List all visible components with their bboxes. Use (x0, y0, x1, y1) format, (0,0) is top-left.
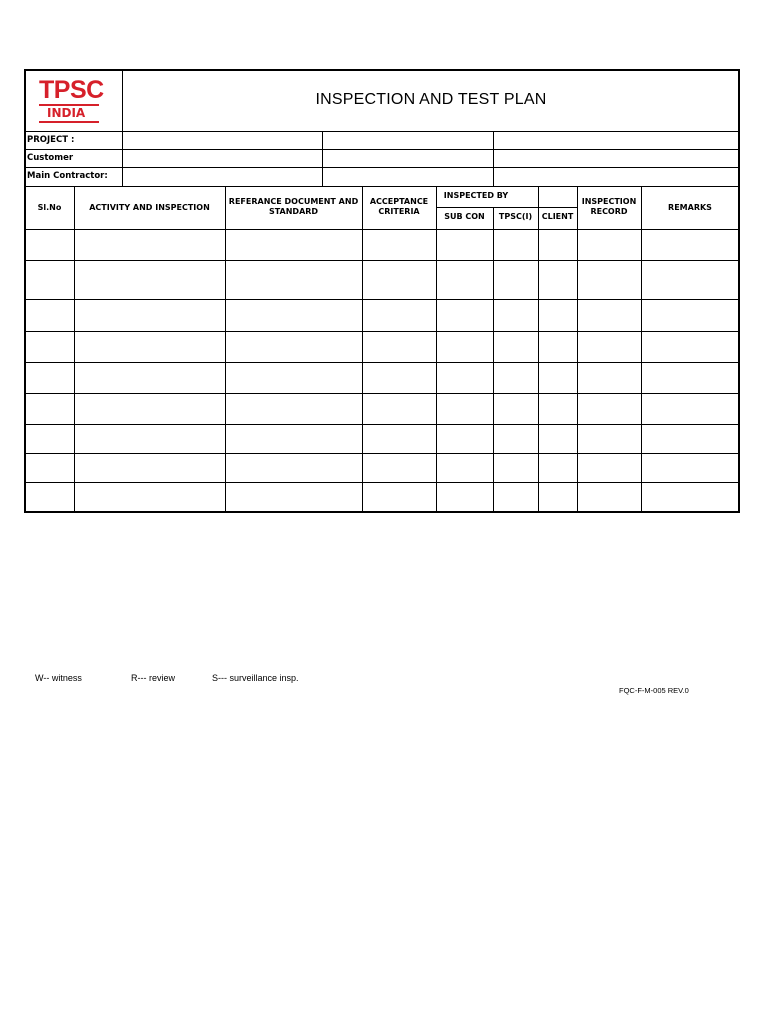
legend-surveillance: S--- surveillance insp. (212, 673, 299, 683)
main-contractor-label: Main Contractor: (27, 171, 108, 181)
customer-label: Customer (27, 153, 74, 163)
col-line-1 (74, 187, 75, 512)
hline-info-2 (25, 167, 739, 168)
hline-title-bottom (25, 131, 739, 132)
col-header-record-2: RECORD (590, 207, 628, 216)
row-line (25, 393, 739, 394)
hline-info-1 (25, 149, 739, 150)
row-line (25, 424, 739, 425)
border-bottom (24, 511, 740, 513)
hline-info-3 (25, 186, 739, 187)
company-logo-subtext: INDIA (47, 106, 86, 120)
logo-title-divider (122, 70, 123, 187)
legend-review: R--- review (131, 673, 175, 683)
row-line (25, 299, 739, 300)
col-header-sub-con: SUB CON (444, 212, 485, 221)
col-line-7 (577, 187, 578, 512)
col-line-5 (493, 207, 494, 512)
col-header-sl-no: Sl.No (37, 203, 62, 212)
document-number: FQC-F-M-005 REV.0 (619, 686, 689, 695)
col-header-remarks: REMARKS (668, 203, 712, 212)
col-header-reference-1: REFERANCE DOCUMENT AND (228, 197, 359, 206)
col-line-2 (225, 187, 226, 512)
row-line (25, 331, 739, 332)
logo-underline (39, 121, 99, 123)
legend-witness: W-- witness (35, 673, 82, 683)
col-header-record-1: INSPECTION (581, 197, 637, 206)
col-header-reference-2: STANDARD (268, 207, 319, 216)
col-line-4 (436, 187, 437, 512)
col-header-acceptance-2: CRITERIA (378, 207, 420, 216)
info-vline-2 (493, 131, 494, 187)
col-header-acceptance-1: ACCEPTANCE (369, 197, 429, 206)
row-line (25, 362, 739, 363)
row-line (25, 453, 739, 454)
inspected-by-divider (436, 207, 577, 208)
col-header-tpsc: TPSC(I) (498, 212, 533, 221)
border-left (24, 69, 26, 513)
page-title: INSPECTION AND TEST PLAN (315, 91, 547, 108)
border-right (738, 69, 740, 513)
company-logo-text: TPSC (39, 76, 104, 104)
col-line-6 (538, 187, 539, 512)
col-header-client: CLIENT (541, 212, 574, 221)
col-line-8 (641, 187, 642, 512)
col-header-activity: ACTIVITY AND INSPECTION (89, 203, 210, 212)
hline-header-bottom (25, 229, 739, 230)
project-label: PROJECT : (27, 135, 75, 145)
border-top (24, 69, 740, 71)
row-line (25, 482, 739, 483)
row-line (25, 260, 739, 261)
col-header-inspected-by: INSPECTED BY (443, 191, 509, 200)
info-vline-1 (322, 131, 323, 187)
col-line-3 (362, 187, 363, 512)
